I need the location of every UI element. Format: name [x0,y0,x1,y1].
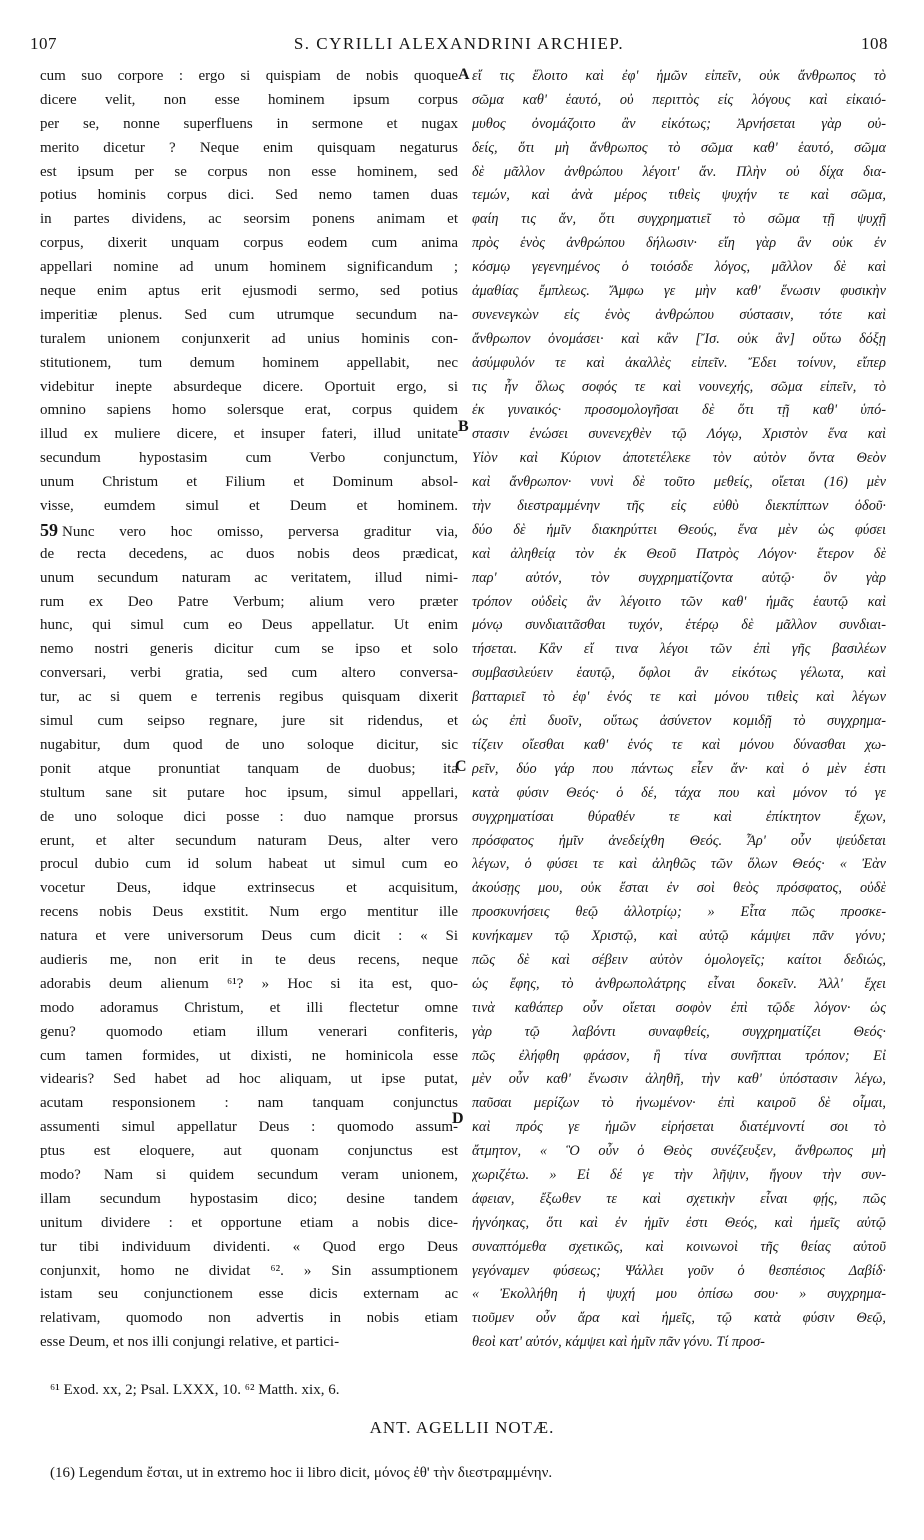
latin-line [40,1331,458,1355]
greek-line-text: συγχρηματίσαι θύραθέν τε καὶ ἐπίκτητον ἔχων, [472,808,886,825]
latin-line-text: est ipsum per se corpus non esse hominem, sed [40,163,458,180]
greek-line [472,495,886,519]
greek-line-text: πῶς ἐλήφθη φράσον, ἢ τίνα συνῆπται τρόπον; Εἰ [472,1047,886,1064]
greek-line-text: λέγων, ὁ φύσει τε καὶ ἀληθῶς τῶν ὅλων Θεός· « Ἐὰν [472,856,886,873]
greek-line [472,734,886,758]
greek-line [472,232,886,256]
greek-line-text: μόνῳ συνδιαιτᾶσθαι τυχόν, ἑτέρῳ δὲ μᾶλλον συνδιαι- [472,617,886,634]
latin-line-text: in partes dividens, ac seorsim ponens animam et [40,211,458,228]
latin-line [40,1140,458,1164]
greek-line [472,686,886,710]
greek-line [472,1260,886,1284]
latin-line-text: erunt, et alter secundum naturam Deus, alter vero [40,832,458,849]
latin-line-text: appellari nomine ad unum hominem significandum ; [40,259,458,276]
greek-line-text: τὴν διεστραμμένην τῆς εἰς εὐθὺ διεκπίπτων ὁδοῦ· [472,498,886,515]
greek-line [472,949,886,973]
greek-line [472,1045,886,1069]
greek-line [472,567,886,591]
greek-line [472,758,886,782]
greek-line-text: ρεῖν, δύο γάρ που πάντως εἶεν ἄν· καὶ ὁ μὲν ἐστι [472,760,886,777]
latin-line [40,806,458,830]
greek-line-text: καὶ ἀληθείᾳ τὸν ἐκ Θεοῦ Πατρὸς Λόγον· ἕτερον δὲ [472,545,886,562]
greek-line [472,280,886,304]
latin-line-text: relativam, quomodo non advertis in nobis etiam [40,1310,458,1327]
latin-line-text: dicere velit, non esse hominem ipsum corpus [40,91,458,108]
greek-line [472,376,886,400]
note-16: (16) Legendum ἔσται, ut in extremo hoc ii libro dicit, μόνος ἐθ' τὴν διεστραμμένην. [50,1465,553,1481]
latin-line [40,734,458,758]
greek-line-text: ἐκ γυναικός· προσομολογῆσαι δὲ ὅτι τῇ καθ' ὑπό- [472,402,886,419]
greek-line [472,423,886,447]
latin-line [40,352,458,376]
greek-line-text: συναπτόμεθα σχετικῶς, καὶ κοινωνοὶ τῆς θείας αὐτοῦ [472,1238,886,1255]
latin-line-text: unum secundum naturam ac veritatem, illud nimi- [40,569,458,586]
latin-line [40,471,458,495]
latin-line-text: simul cum seipso regnare, jure sit ridendus, et [40,713,458,730]
greek-line-text: βατταριεῖ τὸ ἐφ' ἑνός τε καὶ μόνου τιθεὶς καὶ λέγων [472,689,886,706]
latin-line-text: genu? quomodo etiam illum venerari confiteris, [40,1023,458,1040]
greek-line [472,1092,886,1116]
greek-line [472,471,886,495]
greek-line [472,1236,886,1260]
greek-line [472,710,886,734]
greek-line [472,830,886,854]
greek-line [472,1021,886,1045]
latin-line-text: merito dicetur ? Neque enim quisquam negaturus [40,139,458,156]
latin-line-text: videbitur inepte absurdeque dicere. Oportuit ergo, si [40,378,458,395]
greek-line [472,901,886,925]
latin-line [40,256,458,280]
greek-line-text: ἀμαθίας ἔμπλεως. Ἄμφω γε μὴν καθ' ἕνωσιν φυσικὴν [472,283,886,300]
greek-line [472,1283,886,1307]
latin-line [40,1021,458,1045]
latin-line-text: rum ex Deo Patre Verbum; alium vero præter [40,593,458,610]
greek-line [472,256,886,280]
latin-line [40,686,458,710]
greek-line-text: ἀκούσῃς μου, οὐκ ἔσται ἐν σοὶ θεὸς πρόσφατος, οὐδὲ [472,880,886,897]
latin-line-text: potius hominis corpus dici. Sed nemo tamen duas [40,187,458,204]
greek-line [472,519,886,543]
latin-line-text: illud ex muliere dicere, et insuper fateri, illud unitate [40,426,458,443]
greek-line [472,1212,886,1236]
greek-line [472,973,886,997]
latin-line [40,1307,458,1331]
section-number: 59 [40,519,58,540]
latin-line-text: de recta decedens, ac duos nobis deos prædicat, [40,545,458,562]
greek-line-text: κατὰ φύσιν Θεός· ὁ δέ, τάχα που καὶ μόνον τό γε [472,784,886,801]
latin-line-text: modo adoramus Christum, et illi flectetur omne [40,999,458,1016]
notes-title: ANT. AGELLII NOTÆ. [369,1418,555,1437]
latin-line [40,495,458,519]
latin-line-text: ptus est eloquere, aut quonam conjunctus est [40,1143,458,1160]
latin-line [40,830,458,854]
page-number-right: 108 [861,34,888,53]
greek-line [472,1164,886,1188]
latin-line-text: audieris me, non erit in te deus recens, neque [40,951,458,968]
latin-line [40,280,458,304]
latin-line-text: cum tamen formides, ut dixisti, ne hominicola esse [40,1047,458,1064]
latin-line [40,65,458,89]
greek-line-text: τινὰ καθάπερ οὖν οἴεται σοφὸν ἐπὶ τῷδε λόγον· ὡς [472,999,886,1016]
greek-line-text: φαίη τις ἄν, ὅτι συγχρηματιεῖ τὸ σῶμα τῇ ψυχῇ [472,211,886,228]
greek-line-text: μυθος ὀνομάζοιτο ἂν εἰκότως; Ἀρνήσεται γὰρ οὐ- [472,115,886,132]
greek-line-text: συμβασιλεύειν ἑαυτῷ, ὄφλοι ἂν εἰκότως γέλωτα, καὶ [472,665,886,682]
greek-line [472,1068,886,1092]
latin-line-text: per se, nonne superfluens in sermone et nugax [40,115,458,132]
greek-line [472,997,886,1021]
greek-line-text: πρόσφατος ἡμῖν ἀνεδείχθη Θεός. Ἆρ' οὖν ψεύδεται [472,832,886,849]
greek-line [472,1140,886,1164]
greek-line-text: τίζειν οἴεσθαι καθ' ἑνός τε καὶ μόνου δύνασθαι χω- [472,736,886,753]
greek-line-text: κυνήκαμεν τῷ Χριστῷ, καὶ αὐτῷ κάμψει πᾶν γόνυ; [472,928,886,945]
latin-line [40,543,458,567]
greek-line-text: ὡς ἐπὶ δυοῖν, οὕτως ἀσύνετον κομιδῇ τὸ συγχρημα- [472,713,886,730]
latin-line [40,423,458,447]
latin-line-text: imperitiæ plenus. Sed cum utrumque secundum na- [40,306,458,323]
greek-line-text: δύο δὲ ἡμῖν διακηρύττει Θεούς, ἕνα μὲν ὡς φύσει [472,521,886,538]
margin-letter-b: B [458,418,469,435]
latin-line [40,1068,458,1092]
latin-line [40,89,458,113]
page-header [30,34,888,58]
greek-line-text: τεμών, καὶ ἀνὰ μέρος τιθεὶς ψυχήν τε καὶ σῶμα, [472,187,886,204]
latin-line-text: unum Christum et Filium et Dominum absol- [40,474,458,491]
latin-line-text: stultum sane sit putare hoc ipsum, simul appellari, [40,784,458,801]
latin-line [40,1260,458,1284]
latin-line [40,901,458,925]
greek-line-text: εἴ τις ἕλοιτο καὶ ἐφ' ἡμῶν εἰπεῖν, οὐκ ἄνθρωπος τὸ [472,68,886,84]
greek-line-text: ἀσύμφυλόν τε καὶ ἀκαλλὲς εἰπεῖν. Ἔδει τοίνυν, εἴπερ [472,354,886,371]
greek-line [472,782,886,806]
latin-line [40,1045,458,1069]
latin-line [40,113,458,137]
greek-line-text: ὡς ἔφης, τὸ ἀνθρωπολάτρης εἶναι δοκεῖν. Ἀλλ' ἔχει [472,975,886,992]
greek-line-text: πῶς δὲ καὶ σέβειν αὐτὸν ὁμολογεῖς; καίτοι δεδιώς, [472,951,886,968]
latin-line-text: assumenti simul appellatur Deus : quomodo assum- [40,1119,458,1136]
greek-line-text: « Ἐκολλήθη ἡ ψυχή μου ὀπίσω σου· » συγχρημα- [472,1286,886,1303]
latin-line-text: corpus, dixerit unquam corpus eodem cum anima [40,235,458,252]
latin-line-text: acutam responsionem : nam tanquam conjunctus [40,1095,458,1112]
greek-line [472,662,886,686]
latin-line-text: cum suo corpore : ergo si quispiam de nobis quoque [40,68,458,84]
greek-line-text: γεγόναμεν φύσεως; Ψάλλει γοῦν ὁ θεσπέσιος Δαβίδ· [472,1262,886,1279]
greek-line-text: καὶ πρός γε ἡμῶν εἰρήσεται διατέμνοντί σοι τὸ [472,1119,886,1136]
latin-line [40,208,458,232]
greek-line [472,208,886,232]
greek-line-text: προσκυνήσεις θεῷ ἀλλοτρίῳ; » Εἶτα πῶς προσκε- [472,904,886,921]
latin-line-text: Nunc vero hoc omisso, perversa graditur via, [62,523,458,540]
latin-line [40,758,458,782]
greek-line-text: συνενεγκὼν εἰς ἑνὸς ἀνθρώπου σύστασιν, τότε καὶ [472,306,886,323]
latin-line [40,161,458,185]
latin-line [40,328,458,352]
greek-line [472,877,886,901]
greek-line [472,1188,886,1212]
greek-line-text: ἄτμητον, « Ὃ οὖν ὁ Θεὸς συνέζευξεν, ἄνθρωπος μὴ [472,1143,886,1160]
greek-line-text: γὰρ τῷ λαβόντι συναφθείς, συγχρηματίζει Θεός· [472,1023,886,1040]
latin-line [40,662,458,686]
greek-line [472,304,886,328]
greek-line [472,113,886,137]
greek-line [472,614,886,638]
latin-line [40,591,458,615]
latin-line [40,1164,458,1188]
latin-line [40,447,458,471]
greek-line-text: τις ἦν ὅλως σοφός τε καὶ νουνεχής, σῶμα εἰπεῖν, τὸ [472,378,886,395]
greek-line [472,591,886,615]
latin-line [40,1212,458,1236]
latin-line [40,782,458,806]
latin-line-text: ponit atque pronuntiat tanquam de duobus; ita [40,760,458,777]
latin-line-text: secundum hypostasim cum Verbo conjunctum, [40,450,458,467]
latin-line-text: conjunxit, homo ne dividat ⁶². » Sin assumptionem [40,1262,458,1279]
latin-line-text: omnino sapiens homo solersque erat, corpus quidem [40,402,458,419]
latin-line-text: neque enim aptus erit ejusmodi sermo, sed potius [40,283,458,300]
latin-line-text: stitutionem, tum demum hominem appellabit, nec [40,354,458,371]
margin-letter-d: D [452,1110,464,1127]
latin-line-text: esse Deum, et nos illi conjungi relative, et partici- [40,1334,340,1351]
greek-line-text: ἠγνόηκας, ὅτι καὶ ἐν ἡμῖν ἐστι Θεός, καὶ ἡμεῖς αὐτῷ [472,1214,886,1231]
latin-line-text: adorabis deum alienum ⁶¹? » Hoc si ita est, quo- [40,975,458,992]
latin-line [40,1092,458,1116]
latin-line-text: conversari, verbi gratia, sed cum altero conversa- [40,665,458,682]
latin-line [40,949,458,973]
greek-line [472,638,886,662]
margin-letter-a: A [458,66,470,83]
greek-line [472,161,886,185]
greek-line-text: σῶμα καθ' ἑαυτό, οὐ περιττὸς εἰς λόγους καὶ εἰκαιό- [472,91,886,108]
latin-line [40,1116,458,1140]
latin-line [40,638,458,662]
greek-line-text: άφειαν, ἔξωθεν τε καὶ σχετικὴν εἶναι φῄς, πῶς [472,1190,886,1207]
footnotes: ⁶¹ Exod. xx, 2; Psal. LXXX, 10. ⁶² Matth. xix, 6. [50,1382,340,1398]
latin-line-text: nemo nostri generis dicitur cum se ipso et solo [40,641,458,658]
greek-line [472,328,886,352]
greek-line-text: χωριζέτω. » Εἰ δέ γε τὴν λῆψιν, ἤγουν τὴν συν- [472,1166,886,1183]
latin-line-text: modo? Nam si quidem secundum veram unionem, [40,1166,458,1183]
greek-line-text: δὲ μᾶλλον ἀνθρώπου λέγοιτ' ἄν. Πλὴν οὐ δίχα δια- [472,163,886,180]
greek-line-text: πρὸς ἑνὸς ἀνθρώπου δήλωσιν· εἴη γὰρ ἂν οὐκ ἐν [472,235,886,252]
latin-line-text: turalem unionem conjunxerit ad unius hominis con- [40,330,458,347]
greek-line-text: τιοῦμεν οὖν ἄρα καὶ ἡμεῖς, τῷ κατὰ φύσιν Θεῷ, [472,1310,886,1327]
latin-line [40,877,458,901]
latin-line [40,1236,458,1260]
greek-line [472,1116,886,1140]
latin-line [40,567,458,591]
greek-line-text: παρ' αὐτόν, τὸν συγχρηματίζοντα αὐτῷ· ὃν γὰρ [472,569,886,586]
latin-line-text: hunc, qui simul cum eo Deus appellatur. Ut enim [40,617,458,634]
latin-line-text: visse, eumdem simul et Deum et hominem. [40,498,458,515]
greek-line [472,853,886,877]
latin-line [40,853,458,877]
latin-line [40,304,458,328]
greek-line [472,925,886,949]
latin-line [40,973,458,997]
latin-line-text: natura et vere universorum Deus cum dicit : « Si [40,928,458,945]
latin-line-text: de uno soloque dici posse : duo namque prorsus [40,808,458,825]
latin-column [40,65,458,1355]
latin-line [40,1283,458,1307]
greek-line [472,89,886,113]
greek-line [472,399,886,423]
greek-line [472,65,886,89]
latin-line-text: tur tibi individuum dividenti. « Quod ergo Deus [40,1238,458,1255]
latin-line-text: unitum dividere : et opportune etiam a nobis dice- [40,1214,458,1231]
page-number-left: 107 [30,34,57,53]
latin-line-text: nugabitur, dum quod de uno soloque dicitur, sic [40,736,458,753]
greek-line-text: κόσμῳ γεγενημένος ὁ τοιόσδε λόγος, μᾶλλον δὲ καὶ [472,259,886,276]
latin-line [40,1188,458,1212]
latin-line [40,137,458,161]
greek-line-text: θεοὶ κατ' αὐτόν, κάμψει καὶ ἡμῖν πᾶν γόνυ. Τί προσ- [472,1334,765,1351]
latin-line [40,710,458,734]
greek-line-text: παῦσαι μερίζων τὸ ἡνωμένον· ἐπὶ καιροῦ δὲ οἶμαι, [472,1095,886,1112]
latin-line-text: tur, ac si quem e terrenis regibus quisquam dixerit [40,689,458,706]
greek-line-text: τήσεται. Κἂν εἴ τινα λέγοι τῶν ἐπὶ γῆς βασιλέων [472,641,886,658]
latin-line [40,925,458,949]
greek-line [472,806,886,830]
latin-line [40,376,458,400]
greek-line-text: στασιν ἑνώσει συνενεχθὲν τῷ Λόγῳ, Χριστὸν ἕνα καὶ [472,426,886,443]
greek-line [472,184,886,208]
latin-line-text: procul dubio cum id solum habeat ut simul cum eo [40,856,458,873]
greek-line-text: ἄνθρωπον ὀνομάσει· καὶ κἂν [Ἴσ. οὐκ ἂν] οὕτω δόξῃ [472,330,886,347]
latin-line [40,997,458,1021]
margin-letter-c: C [455,758,467,775]
greek-line [472,1331,886,1355]
greek-column [472,65,886,1355]
greek-line [472,1307,886,1331]
latin-line-text: istam seu conjunctionem esse dicis externam ac [40,1286,458,1303]
greek-line-text: καὶ ἄνθρωπον· νυνὶ δὲ τοῦτο μεθείς, οἴεται (16) μὲν [472,474,886,491]
greek-line-text: μὲν οὖν καθ' ἕνωσιν ἀληθῆ, τὴν καθ' ὑπόστασιν λέγω, [472,1071,886,1088]
greek-line [472,543,886,567]
greek-line-text: δείς, ὅτι μὴ ἄνθρωπος τὸ σῶμα καθ' ἑαυτό, σῶμα [472,139,886,156]
latin-line-text: videaris? Sed habet ad hoc aliquam, ut ipse putat, [40,1071,458,1088]
greek-line [472,352,886,376]
latin-line-text: recens nobis Deus exstitit. Num ergo mentitur ille [40,904,458,921]
latin-line-text: vocetur Deus, idque extrinsecus et acquisitum, [40,880,458,897]
greek-line [472,447,886,471]
latin-line [40,399,458,423]
latin-line [40,232,458,256]
latin-line-text: illam secundum hypostasim dico; desine tandem [40,1190,458,1207]
latin-line [40,614,458,638]
latin-line [40,184,458,208]
greek-line [472,137,886,161]
latin-line [40,519,458,543]
greek-line-text: Υἱὸν καὶ Κύριον ἀποτετέλεκε τὸν αὐτὸν ὄντα Θεὸν [472,450,886,467]
running-title: S. CYRILLI ALEXANDRINI ARCHIEP. [293,34,625,53]
greek-line-text: τρόπον οὐδεὶς ἂν λέγοιτο τῶν καθ' ἡμᾶς ἑαυτῷ καὶ [472,593,886,610]
